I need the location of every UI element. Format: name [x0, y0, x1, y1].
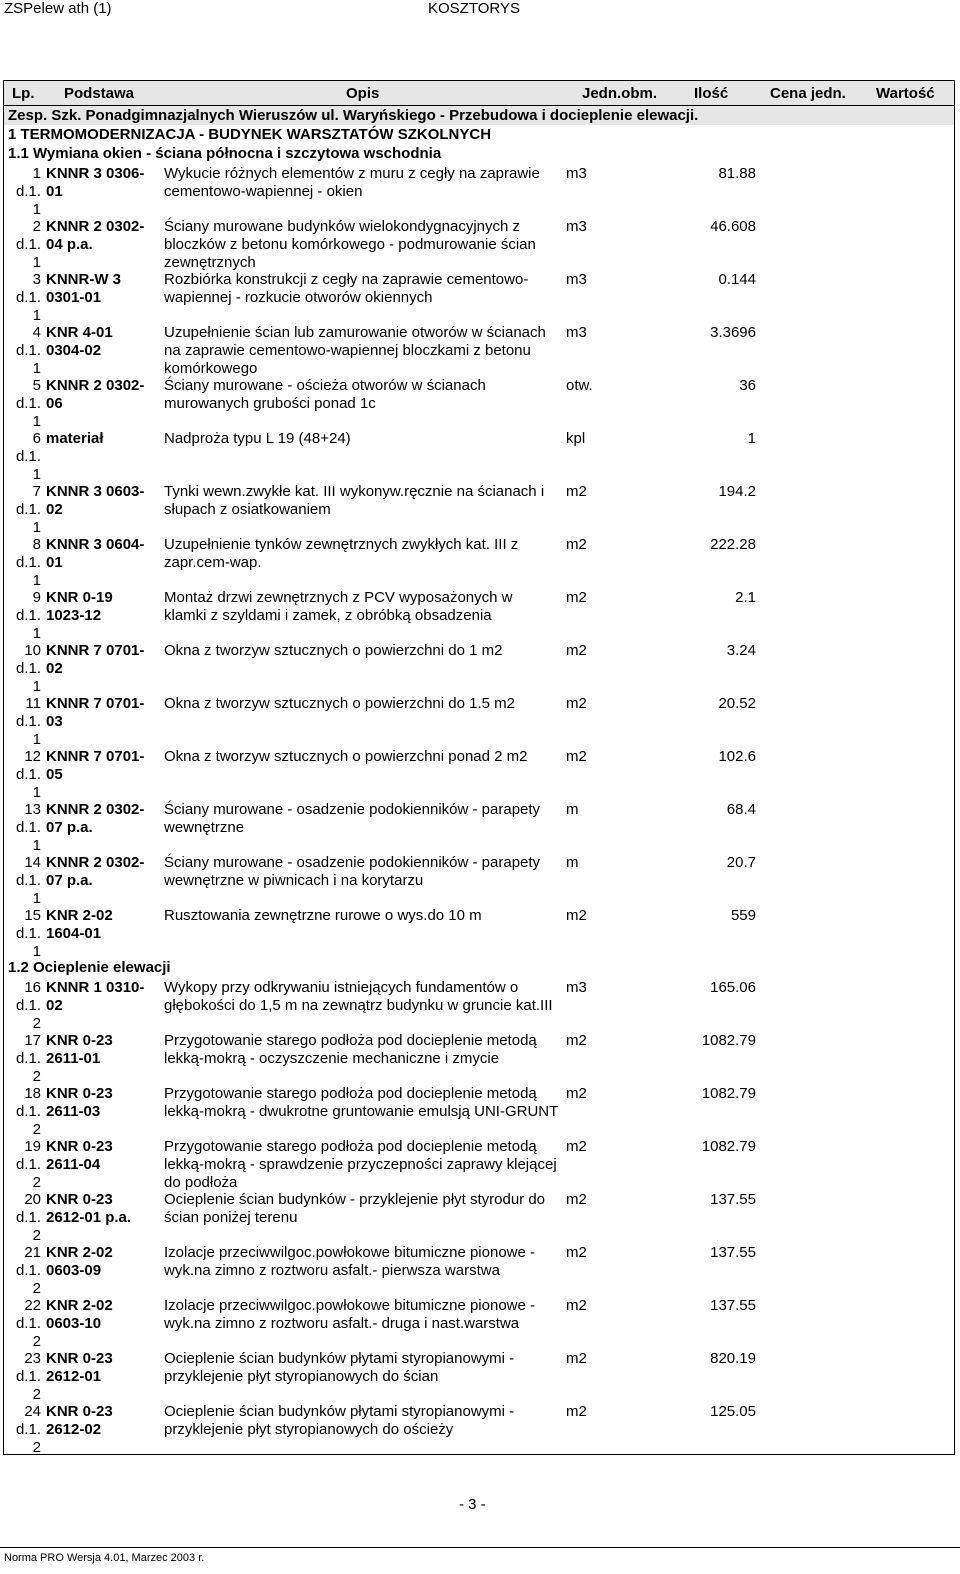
item-quantity: 1082.79	[701, 1085, 756, 1102]
item-description: Wykucie różnych elementów z muru z cegły na zaprawie cementowo-wapiennej - okien	[164, 165, 540, 200]
item-description: Montaż drzwi zewnętrznych z PCV wyposażonych w klamki z szyldami i zamek, z obróbką obsadzenia	[164, 589, 513, 624]
item-unit: m2	[566, 589, 587, 606]
item-description: Okna z tworzyw sztucznych o powierzchni do 1.5 m2	[164, 695, 515, 712]
table-row	[4, 1083, 954, 1136]
item-description: Uzupełnienie ścian lub zamurowanie otworów w ścianach na zaprawie cementowo-wapiennej bloczkami z betonu komórkowego	[164, 324, 546, 377]
project-title: Zesp. Szk. Ponadgimnazjalnych Wieruszów ul. Waryńskiego - Przebudowa i docieplenie elewacji.	[4, 106, 954, 125]
item-basis: KNNR 3 0604- 01	[46, 536, 145, 571]
item-number: 3 d.1. 1	[15, 271, 41, 324]
page-number: - 3 -	[459, 1496, 486, 1513]
item-unit: m2	[566, 907, 587, 924]
item-unit: m2	[566, 1085, 587, 1102]
item-number: 12 d.1. 1	[15, 748, 41, 801]
table-row	[4, 1295, 954, 1348]
item-unit: otw.	[566, 377, 593, 394]
item-unit: m3	[566, 218, 587, 235]
item-basis: KNNR 2 0302- 06	[46, 377, 145, 412]
table-row	[4, 977, 954, 1030]
table-row	[4, 1401, 954, 1454]
col-qty: Ilość	[694, 85, 729, 102]
footer-divider	[0, 1547, 960, 1548]
table-row	[4, 1242, 954, 1295]
col-price: Cena jedn.	[770, 85, 846, 102]
item-description: Przygotowanie starego podłoża pod docieplenie metodą lekką-mokrą - sprawdzenie przyczepności zaprawy klejącej do podłoża	[164, 1138, 557, 1191]
item-unit: m2	[566, 695, 587, 712]
item-basis: KNR 0-23 2611-01	[46, 1032, 113, 1067]
item-unit: m3	[566, 165, 587, 182]
item-basis: KNR 2-02 1604-01	[46, 907, 113, 942]
item-basis: KNNR 7 0701- 05	[46, 748, 145, 783]
item-description: Wykopy przy odkrywaniu istniejących fundamentów o głębokości do 1,5 m na zewnątrz budynku w gruncie kat.III	[164, 979, 553, 1014]
table-header	[4, 81, 954, 106]
table-row	[4, 799, 954, 852]
item-description: Okna z tworzyw sztucznych o powierzchni ponad 2 m2	[164, 748, 528, 765]
item-unit: m3	[566, 324, 587, 341]
item-description: Ściany murowane budynków wielokondygnacyjnych z bloczków z betonu komórkowego - podmurowanie ścian zewnętrznych	[164, 218, 536, 271]
table-row	[4, 693, 954, 746]
item-number: 13 d.1. 1	[15, 801, 41, 854]
table-row	[4, 375, 954, 428]
item-unit: m2	[566, 1138, 587, 1155]
item-number: 6 d.1. 1	[15, 430, 41, 483]
item-description: Rusztowania zewnętrzne rurowe o wys.do 10 m	[164, 907, 482, 924]
item-number: 22 d.1. 2	[15, 1297, 41, 1350]
item-unit: m2	[566, 1403, 587, 1420]
col-value: Wartość	[876, 85, 935, 102]
item-description: Uzupełnienie tynków zewnętrznych zwykłych kat. III z zapr.cem-wap.	[164, 536, 519, 571]
item-unit: m	[566, 801, 579, 818]
item-basis: KNR 2-02 0603-09	[46, 1244, 113, 1279]
item-description: Ocieplenie ścian budynków płytami styropianowymi - przyklejenie płyt styropianowych do ościeży	[164, 1403, 515, 1438]
item-basis: KNNR 7 0701- 03	[46, 695, 145, 730]
item-quantity: 20.7	[726, 854, 756, 871]
item-quantity: 0.144	[718, 271, 756, 288]
table-row	[4, 746, 954, 799]
item-quantity: 81.88	[718, 165, 756, 182]
item-basis: KNR 2-02 0603-10	[46, 1297, 113, 1332]
item-number: 5 d.1. 1	[15, 377, 41, 430]
item-unit: m2	[566, 642, 587, 659]
item-unit: m2	[566, 748, 587, 765]
item-unit: m2	[566, 1350, 587, 1367]
item-number: 11 d.1. 1	[15, 695, 41, 748]
item-number: 19 d.1. 2	[15, 1138, 41, 1191]
item-basis: KNR 0-19 1023-12	[46, 589, 113, 624]
item-quantity: 559	[730, 907, 756, 924]
item-basis: KNNR 2 0302- 07 p.a.	[46, 801, 145, 836]
item-description: Nadproża typu L 19 (48+24)	[164, 430, 351, 447]
table-row	[4, 1348, 954, 1401]
item-unit: m	[566, 854, 579, 871]
item-unit: m3	[566, 979, 587, 996]
subsection-heading: 1.2 Ocieplenie elewacji	[8, 959, 171, 976]
item-number: 9 d.1. 1	[15, 589, 41, 642]
item-unit: m2	[566, 1244, 587, 1261]
col-lp: Lp.	[12, 85, 35, 102]
item-quantity: 1082.79	[701, 1032, 756, 1049]
item-basis: KNR 4-01 0304-02	[46, 324, 113, 359]
item-number: 4 d.1. 1	[15, 324, 41, 377]
item-quantity: 102.6	[718, 748, 756, 765]
item-unit: m2	[566, 1032, 587, 1049]
subsection-heading: 1.1 Wymiana okien - ściana północna i szczytowa wschodnia	[8, 145, 442, 162]
item-basis: KNR 0-23 2612-01 p.a.	[46, 1191, 132, 1226]
table-row	[4, 322, 954, 375]
item-quantity: 1082.79	[701, 1138, 756, 1155]
item-quantity: 46.608	[710, 218, 756, 235]
item-quantity: 2.1	[735, 589, 756, 606]
item-description: Izolacje przeciwwilgoc.powłokowe bitumiczne pionowe - wyk.na zimno z roztworu asfalt.- druga i nast.warstwa	[164, 1297, 536, 1332]
item-quantity: 3.24	[726, 642, 756, 659]
table-row	[4, 852, 954, 905]
item-number: 7 d.1. 1	[15, 483, 41, 536]
item-description: Ściany murowane - ościeża otworów w ścianach murowanych grubości ponad 1c	[164, 377, 486, 412]
item-number: 16 d.1. 2	[15, 979, 41, 1032]
col-unit: Jedn.obm.	[582, 85, 658, 102]
item-unit: m2	[566, 483, 587, 500]
item-basis: KNR 0-23 2611-04	[46, 1138, 113, 1173]
item-quantity: 137.55	[710, 1297, 756, 1314]
item-number: 20 d.1. 2	[15, 1191, 41, 1244]
item-description: Ocieplenie ścian budynków - przyklejenie płyt styrodur do ścian poniżej terenu	[164, 1191, 546, 1226]
item-quantity: 137.55	[710, 1191, 756, 1208]
item-number: 1 d.1. 1	[15, 165, 41, 218]
software-footer: Norma PRO Wersja 4.01, Marzec 2003 r.	[4, 1552, 205, 1564]
item-basis: KNNR 2 0302- 04 p.a.	[46, 218, 145, 253]
item-unit: kpl	[566, 430, 586, 447]
document-filename: ZSPelew ath (1)	[4, 0, 112, 17]
item-number: 18 d.1. 2	[15, 1085, 41, 1138]
item-basis: KNNR 3 0603- 02	[46, 483, 145, 518]
item-unit: m3	[566, 271, 587, 288]
table-row	[4, 905, 954, 958]
item-description: Ściany murowane - osadzenie podokienników - parapety wewnętrzne	[164, 801, 541, 836]
item-quantity: 20.52	[718, 695, 756, 712]
table-row	[4, 163, 954, 216]
table-row	[4, 481, 954, 534]
item-number: 14 d.1. 1	[15, 854, 41, 907]
item-description: Ocieplenie ścian budynków płytami styropianowymi - przyklejenie płyt styropianowych do ścian	[164, 1350, 515, 1385]
item-quantity: 125.05	[710, 1403, 756, 1420]
table-row	[4, 428, 954, 481]
table-row	[4, 587, 954, 640]
item-quantity: 137.55	[710, 1244, 756, 1261]
item-basis: KNNR-W 3 0301-01	[46, 271, 121, 306]
item-quantity: 1	[747, 430, 756, 447]
item-description: Rozbiórka konstrukcji z cegły na zaprawie cementowo-wapiennej - rozkucie otworów okiennych	[164, 271, 529, 306]
col-desc: Opis	[346, 85, 380, 102]
item-description: Tynki wewn.zwykłe kat. III wykonyw.ręcznie na ścianach i słupach z osiatkowaniem	[164, 483, 545, 518]
item-number: 17 d.1. 2	[15, 1032, 41, 1085]
table-row	[4, 1189, 954, 1242]
cost-estimate-table	[3, 80, 955, 1455]
item-quantity: 36	[739, 377, 756, 394]
item-basis: KNR 0-23 2611-03	[46, 1085, 113, 1120]
item-description: Przygotowanie starego podłoża pod docieplenie metodą lekką-mokrą - dwukrotne gruntowanie emulsją UNI-GRUNT	[164, 1085, 559, 1120]
item-description: Izolacje przeciwwilgoc.powłokowe bitumiczne pionowe - wyk.na zimno z roztworu asfalt.- pierwsza warstwa	[164, 1244, 536, 1279]
item-unit: m2	[566, 1191, 587, 1208]
item-basis: KNNR 2 0302- 07 p.a.	[46, 854, 145, 889]
item-quantity: 820.19	[710, 1350, 756, 1367]
table-row	[4, 269, 954, 322]
table-row	[4, 640, 954, 693]
item-number: 8 d.1. 1	[15, 536, 41, 589]
items-list-2	[4, 977, 954, 1454]
item-quantity: 194.2	[718, 483, 756, 500]
section-heading: 1 TERMOMODERNIZACJA - BUDYNEK WARSZTATÓW SZKOLNYCH	[8, 126, 492, 143]
item-number: 23 d.1. 2	[15, 1350, 41, 1403]
item-basis: KNNR 3 0306- 01	[46, 165, 145, 200]
item-number: 24 d.1. 2	[15, 1403, 41, 1456]
item-description: Przygotowanie starego podłoża pod docieplenie metodą lekką-mokrą - oczyszczenie mechaniczne i zmycie	[164, 1032, 537, 1067]
item-quantity: 3.3696	[710, 324, 756, 341]
item-number: 15 d.1. 1	[15, 907, 41, 960]
col-basis: Podstawa	[64, 85, 135, 102]
items-list-1	[4, 163, 954, 958]
item-unit: m2	[566, 536, 587, 553]
item-unit: m2	[566, 1297, 587, 1314]
document-type-title: KOSZTORYS	[428, 0, 520, 17]
table-row	[4, 534, 954, 587]
item-number: 10 d.1. 1	[15, 642, 41, 695]
table-row	[4, 216, 954, 269]
item-number: 21 d.1. 2	[15, 1244, 41, 1297]
item-description: Ściany murowane - osadzenie podokienników - parapety wewnętrzne w piwnicach i na korytarzu	[164, 854, 541, 889]
item-basis: KNNR 1 0310- 02	[46, 979, 145, 1014]
item-number: 2 d.1. 1	[15, 218, 41, 271]
item-basis: materiał	[46, 430, 104, 447]
table-row	[4, 1030, 954, 1083]
item-quantity: 68.4	[726, 801, 756, 818]
table-row	[4, 1136, 954, 1189]
item-description: Okna z tworzyw sztucznych o powierzchni do 1 m2	[164, 642, 503, 659]
item-basis: KNR 0-23 2612-01	[46, 1350, 113, 1385]
item-quantity: 165.06	[710, 979, 756, 996]
item-basis: KNR 0-23 2612-02	[46, 1403, 113, 1438]
item-basis: KNNR 7 0701- 02	[46, 642, 145, 677]
item-quantity: 222.28	[710, 536, 756, 553]
